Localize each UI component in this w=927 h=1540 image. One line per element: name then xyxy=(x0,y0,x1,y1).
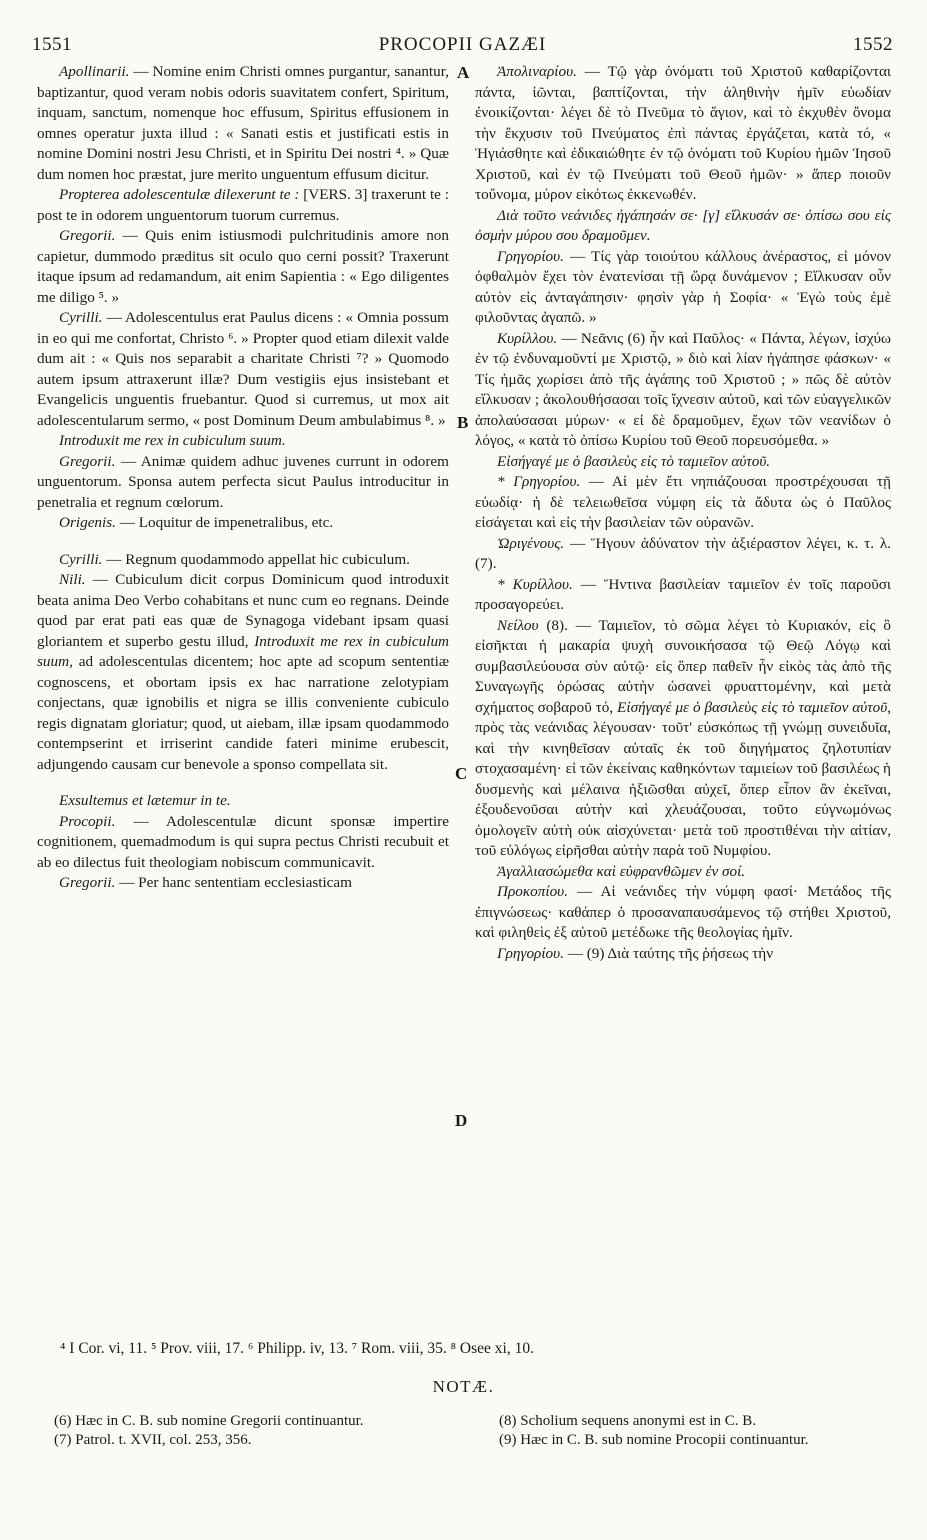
paragraph xyxy=(475,862,891,883)
paragraph xyxy=(37,308,449,431)
italic-run: Διὰ τοῦτο νεάνιδες ἠγάπησάν σε· [γ] εἵλκυσάν σε· ὀπίσω σου εἰς ὀσμὴν μύρου σου δραμοῦμεν. xyxy=(475,206,891,244)
paragraph xyxy=(475,616,891,862)
page-number-right: 1552 xyxy=(853,34,893,55)
text-run: — Νεᾶνις (6) ἦν καὶ Παῦλος· « Πάντα, λέγων, ἰσχύω ἐν τῷ ἐνδυναμοῦντί με Χριστῷ, » διὸ καὶ λίαν ἠγάπησε φάσκων· « Τίς ἡμᾶς χωρίσει ἀπὸ τῆς ἀγάπης τοῦ Χριστοῦ ; » πῶς δὲ αὐτὸν εἵλκυσαν ; ἀκολουθήσασαι τοῖς ἴχνεσιν αὐτοῦ, καὶ τῶν εὐαγγελικῶν ἀπολαύσασαι μύρων· « εἰ δὲ δραμοῦμεν, ἔχων τῶν νεανίδων ὁ λόγος, « κατὰ τὸ ὀπίσω Κυρίου τοῦ Θεοῦ πορευσόμεθα. » xyxy=(475,329,891,449)
italic-run: Ἀπολιναρίου. xyxy=(497,63,577,80)
italic-run: Νείλου xyxy=(497,616,539,634)
note-entry: (6) Hæc in C. B. sub nomine Gregorii continuantur. xyxy=(54,1413,364,1429)
text-run: — Αἱ μὲν ἔτι νηπιάζουσαι προστρέχουσαι τῇ εὐωδίᾳ· ἡ δὲ τελειωθεῖσα νύμφη εἰς τὰ ἄδυτα ὡς ὁ Παῦλος εἰσάγεται καὶ εἰς τὴν βασιλείαν τῶν οὐρανῶν. xyxy=(475,473,891,531)
italic-run: Εἰσήγαγέ με ὁ βασιλεὺς εἰς τὸ ταμιεῖον αὐτοῦ, xyxy=(617,698,891,716)
scripture-footnotes: ⁴ I Cor. vi, 11. ⁵ Prov. viii, 17. ⁶ Philipp. iv, 13. ⁷ Rom. viii, 35. ⁸ Osee xi, 10. xyxy=(60,1340,534,1357)
notes-left xyxy=(54,1412,454,1450)
text-run: — Adolescentulus erat Paulus dicens : « Omnia possum in eo qui me confortat, Christo ⁶. » Propter quod etiam dilexit valde dum ait : « Quis nos separabit a charitate Christi ⁷? » Quomodo autem ipsum attraxerunt illæ? Dum vestigiis ejus insistebant et Evangelicis unguentis fruebantur. Quod si curremus, ut mox ait adolescentularum sermo, « post Dominum Deum ambulabimus ⁸. » xyxy=(37,309,449,429)
italic-run: Gregorii. xyxy=(59,227,116,244)
paragraph xyxy=(475,452,891,473)
text-run: πρὸς τὰς νεάνιδας λέγουσαν· τοῦτ' εὐσκόπως τῇ γνώμῃ συνειδυῖα, καὶ τὴν κινηθεῖσαν αὐταῖς ἐκ τοῦ διηγήματος ζηλοτυπίαν στοχασαμένη· εἰ τῶν ἐκείναις καθηκόντων ταμιείων τοῦ βασιλέως ἡ δυσμενὴς καὶ μέλαινα ἠξιῶσθαι αὐχεῖ, ὅπερ εἶπον ἂν ἐκεῖναι, ἐξουδενοῦσαι αὐτὴν καὶ χλευάζουσαι, τοῦτο εὐγνωμόνως ὁμολογεῖν αὐτὴ οὐκ αἰσχύνεται· μετὰ τοῦ προστιθέναι τὴν αἰτίαν, τοῦ εὐλόγως εἰρῆσθαι αὐτὴν παρὰ τοῦ Νυμφίου. xyxy=(475,719,891,859)
section-marker-d: D xyxy=(455,1111,468,1130)
text-run: [VERS. 3] xyxy=(299,186,368,203)
note-entry: (8) Scholium sequens anonymi est in C. B. xyxy=(499,1413,757,1429)
italic-run: Nili. xyxy=(59,571,86,588)
greek-column xyxy=(475,62,891,964)
text-run: — Τίς γὰρ τοιούτου κάλλους ἀνέραστος, εἰ μόνον ὀφθαλμὸν ἔχει τὸν ἐνατενίσαι τῇ ὥρᾳ δυνάμενον ; Εἵλκυσαν οὖν αὐτὸν εἰς ἀνταγάπησιν· φησὶν γὰρ ἡ Σοφία· « Ἐγὼ τοὺς ἐμὲ φιλοῦντας ἀγαπῶ. » xyxy=(475,247,891,326)
paragraph xyxy=(37,570,449,775)
paragraph xyxy=(475,472,891,534)
paragraph xyxy=(37,812,449,874)
note-entry: (7) Patrol. t. XVII, col. 253, 356. xyxy=(54,1432,252,1448)
italic-run: Propterea adolescentulæ dilexerunt te : xyxy=(59,186,300,203)
running-title: PROCOPII GAZÆI xyxy=(378,34,547,55)
italic-run: Κυρίλλου. xyxy=(497,329,558,347)
paragraph xyxy=(37,185,449,226)
paragraph xyxy=(475,206,891,247)
notes-right xyxy=(499,1412,889,1450)
text-run: — Ἥντινα βασιλείαν ταμιεῖον ἐν τοῖς παροῦσι προσαγορεύει. xyxy=(475,575,891,613)
text-run: ad adolescentulas dicentem; hoc apte ad scopum sententiæ cognoscens, et obortam ipsis ex hac narratione zelotypiam conjectans, quæ ignobilis et nigra se illis conveniente cubiculo regis dignatam gloriatur; quod, ut aiebam, illæ ipsam quodammodo contempserint et irriserint candide fateri minime erubescit, adjungendo causam cur benevole a sponso compellata sit. xyxy=(37,653,449,773)
paragraph xyxy=(475,329,891,452)
text-run: — Loquitur de impenetralibus, etc. xyxy=(115,514,334,531)
latin-column xyxy=(37,62,449,894)
text-run: — Ἥγουν ἀδύνατον τὴν ἀξιέραστον λέγει, κ. τ. λ. (7). xyxy=(475,534,891,572)
italic-run: Ἀγαλλιασώμεθα καὶ εὐφρανθῶμεν ἐν σοί. xyxy=(497,862,746,880)
section-marker-b: B xyxy=(457,413,469,432)
italic-run: Introduxit me rex in cubiculum suum, xyxy=(37,632,450,670)
italic-run: Cyrilli. xyxy=(59,309,103,326)
italic-run: Γρηγορίου. xyxy=(497,944,564,962)
italic-run: Origenis. xyxy=(59,514,116,531)
paragraph xyxy=(37,791,449,812)
paragraph xyxy=(37,550,449,571)
text-run: traxerunt te : post te in odorem unguentorum tuorum curremus. xyxy=(37,186,449,224)
text-run: — Cubiculum dicit corpus Dominicum quod introduxit beata anima Deo Verbo cohabitans et nunc cum eo regnans. Deinde quod par erat pati eas quæ de Synagoga videbant ipsam quasi gloriantem et superbo gestu illud, xyxy=(37,571,449,650)
paragraph xyxy=(475,575,891,616)
italic-run: Gregorii. xyxy=(59,874,116,891)
paragraph xyxy=(475,62,891,206)
paragraph xyxy=(37,452,449,514)
text-run: (8). — Ταμιεῖον, τὸ σῶμα λέγει τὸ Κυριακόν, εἰς ὃ εἰσῆκται ἡ μακαρία ψυχὴ συνοικήσασα τῷ Θεῷ Λόγῳ καὶ συμβασιλεύουσα σὺν αὐτῷ· εἰς ὅπερ παθεῖν ἦν εἰκὸς τὰς ἀπὸ τῆς Συναγωγῆς ὁρώσας αὐτὴν ὡσανεὶ φρυαττομένην, καὶ μετὰ σχήματος σοβαροῦ τό, xyxy=(475,616,891,716)
page-number-left: 1551 xyxy=(32,34,72,55)
italic-run: Cyrilli. xyxy=(59,550,103,568)
paragraph xyxy=(37,62,449,185)
text-run: — Animæ quidem adhuc juvenes currunt in odorem unguentorum. Sponsa autem perfecta sicut Paulus introducitur in penetralia et regnum cœlorum. xyxy=(37,452,449,511)
italic-run: Exsultemus et lætemur in te. xyxy=(59,792,231,809)
italic-run: Γρηγορίου. xyxy=(497,247,564,265)
page-header xyxy=(32,34,893,58)
italic-run: Introduxit me rex in cubiculum suum. xyxy=(59,432,286,449)
paragraph xyxy=(37,226,449,308)
text-run: — Τῷ γὰρ ὀνόματι τοῦ Χριστοῦ καθαρίζονται πάντα, ἰῶνται, βαπτίζονται, τὴν ἀληθινὴν ἡμῖν εὐωδίαν ἐνοικίζονται· λέγει δὲ τὸ Πνεῦμα τὸ ἅγιον, καὶ τὸ ἐκχυθὲν ὄνομα τὴν ἔκχυσιν τοῦ Πνεύματος ἐπὶ πάντας ἐργάζεται, κατὰ τό, « Ἡγιάσθητε καὶ ἐδικαιώθητε ἐν τῷ ὀνόματι τοῦ Κυρίου ἡμῶν Ἰησοῦ Χριστοῦ, καὶ ἐν τῷ Πνεύματι τοῦ Θεοῦ ἡμῶν· » ἅπερ ποιοῦν τοὔνομα, μύρον εἰκότως ἐκκενωθέν. xyxy=(475,63,891,203)
section-marker-a: A xyxy=(457,63,470,82)
paragraph xyxy=(37,431,449,452)
text-run: — Per hanc sententiam ecclesiasticam xyxy=(115,874,352,891)
text-run: — Regnum quodammodo appellat hic cubiculum. xyxy=(102,550,410,568)
note-entry: (9) Hæc in C. B. sub nomine Procopii continuantur. xyxy=(499,1432,809,1448)
italic-run: Προκοπίου. xyxy=(497,883,568,900)
italic-run: Ὠριγένους. xyxy=(497,534,565,552)
text-run: — (9) Διὰ ταύτης τῆς ῥήσεως τὴν xyxy=(563,944,774,962)
italic-run: Gregorii. xyxy=(59,452,116,470)
section-marker-c: C xyxy=(455,764,468,783)
text-run: — Adolescentulæ dicunt sponsæ impertire cognitionem, quemadmodum is qui supra pectus Christi recubuit et ab eo dilectus fuit theologiam nobiscum communicavit. xyxy=(37,812,449,871)
text-run: — Quis enim istiusmodi pulchritudinis amore non capietur, dummodo præditus sit oculo quo cerni possit? Traxerunt itaque ipsum ad redamandum, ait enim Sapientia : « Ego diligentes me diligo ⁵. » xyxy=(37,227,449,306)
paragraph xyxy=(37,873,449,894)
paragraph xyxy=(475,944,891,965)
paragraph xyxy=(475,534,891,575)
italic-run: * Γρηγορίου. xyxy=(497,473,581,490)
paragraph xyxy=(475,247,891,329)
text-run: — Nomine enim Christi omnes purgantur, sanantur, baptizantur, quod veram nobis odoris suavitatem confert, Spiritum, inquam, sanctum, nomenque hoc effusum, Spiritus effusionem in omnes operatur juxta illud : « Sanati estis et justificati estis in nomine Domini nostri Jesu Christi, et in Spiritu Dei nostri ⁴. » Quæ dum nomen hoc præstat, jure merito unguentum effusum dicitur. xyxy=(37,63,449,183)
italic-run: Εἰσήγαγέ με ὁ βασιλεὺς εἰς τὸ ταμιεῖον αὐτοῦ. xyxy=(497,452,771,470)
paragraph xyxy=(37,513,449,534)
paragraph xyxy=(475,882,891,944)
notes-heading: NOTÆ. xyxy=(432,1377,495,1396)
italic-run: * Κυρίλλου. xyxy=(497,575,573,593)
italic-run: Procopii. xyxy=(59,812,116,830)
text-run: — Αἱ νεάνιδες τὴν νύμφη φασί· Μετάδος τῆς ἐπιγνώσεως· καθάπερ ὁ προσαναπαυσάμενος τῷ στήθει Χριστοῦ, καὶ φιληθεὶς ἐξ αὐτοῦ μετέδωκε τῆς θεολογίας ἡμῖν. xyxy=(475,883,891,941)
italic-run: Apollinarii. xyxy=(59,63,130,80)
